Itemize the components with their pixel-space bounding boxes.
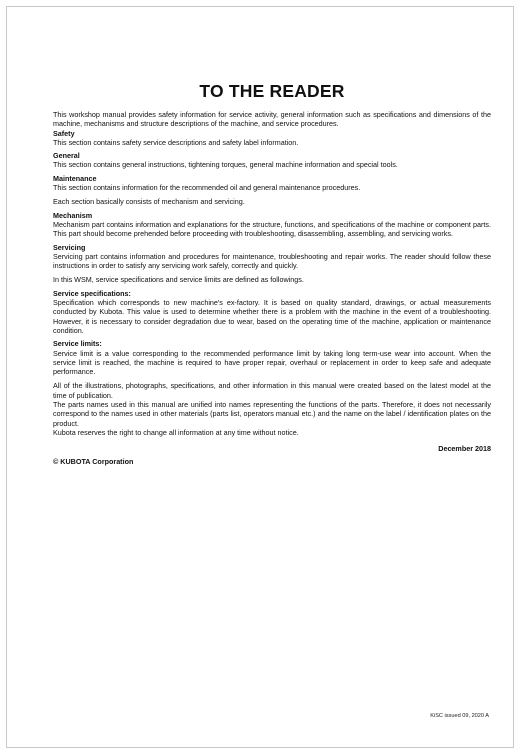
intro-paragraph: This workshop manual provides safety information for service activity, general information such as specifications and dimensions of the machine, mechanisms and structure descriptions of the machine, and service procedures. bbox=[53, 110, 491, 129]
issue-date: December 2018 bbox=[438, 444, 491, 454]
maintenance-heading: Maintenance bbox=[53, 173, 97, 183]
service-limits-heading: Service limits: bbox=[53, 339, 102, 349]
footer-issue-code: KiSC issued 09, 2020 A bbox=[430, 713, 489, 719]
wsm-note: In this WSM, service specifications and service limits are defined as followings. bbox=[53, 275, 304, 285]
servicing-text: Servicing part contains information and procedures for maintenance, troubleshooting and repair works. The reader should follow these instructions in order to satisfy any servicing work safely, correctly and quickly. bbox=[53, 251, 491, 271]
copyright: © KUBOTA Corporation bbox=[53, 456, 134, 466]
general-text: This section contains general instructions, tightening torques, general machine information and special tools. bbox=[53, 160, 398, 170]
service-limits-text: Service limit is a value corresponding to the recommended performance limit by taking long term-use wear into account. When the service limit is reached, the machine is required to have proper repair, overhaul or replacement in order to keep safe and adequate performance. bbox=[53, 348, 491, 377]
mechanism-text: Mechanism part contains information and explanations for the structure, functions, and specifications of the machine or component parts. This part should become prehended before proceeding with troubleshooting, disassembling, assembling, and servicing works. bbox=[53, 219, 491, 239]
page-title: TO THE READER bbox=[199, 81, 345, 101]
closing-publication-note: All of the illustrations, photographs, specifications, and other information in this manual were created based on the latest model at the time of publication. bbox=[53, 381, 491, 400]
safety-heading: Safety bbox=[53, 128, 75, 138]
maintenance-text: This section contains information for the recommended oil and general maintenance procedures. bbox=[53, 183, 361, 193]
closing-rights-note: Kubota reserves the right to change all information at any time without notice. bbox=[53, 427, 299, 437]
safety-text: This section contains safety service descriptions and safety label information. bbox=[53, 137, 299, 147]
servicing-heading: Servicing bbox=[53, 242, 86, 252]
each-section-text: Each section basically consists of mechanism and servicing. bbox=[53, 197, 245, 207]
service-specifications-heading: Service specifications: bbox=[53, 288, 131, 298]
closing-parts-names-note: The parts names used in this manual are unified into names representing the functions of the parts. Therefore, it does not necessarily correspond to the names used in other materials (parts list, operators manual etc.) and the name on the label / identification plates on the product. bbox=[53, 400, 491, 428]
general-heading: General bbox=[53, 151, 80, 161]
service-specifications-text: Specification which corresponds to new machine's ex-factory. It is based on quality standard, drawings, or actual measurements conducted by Kubota. This value is used to determine whether there is a problem with the machine in the event of a troubleshooting. However, it is necessary to consider degradation due to wear, based on the operating time of the machine, application or maintenance condition. bbox=[53, 298, 491, 335]
mechanism-heading: Mechanism bbox=[53, 210, 93, 220]
document-page bbox=[6, 6, 514, 748]
document-content bbox=[53, 81, 491, 466]
